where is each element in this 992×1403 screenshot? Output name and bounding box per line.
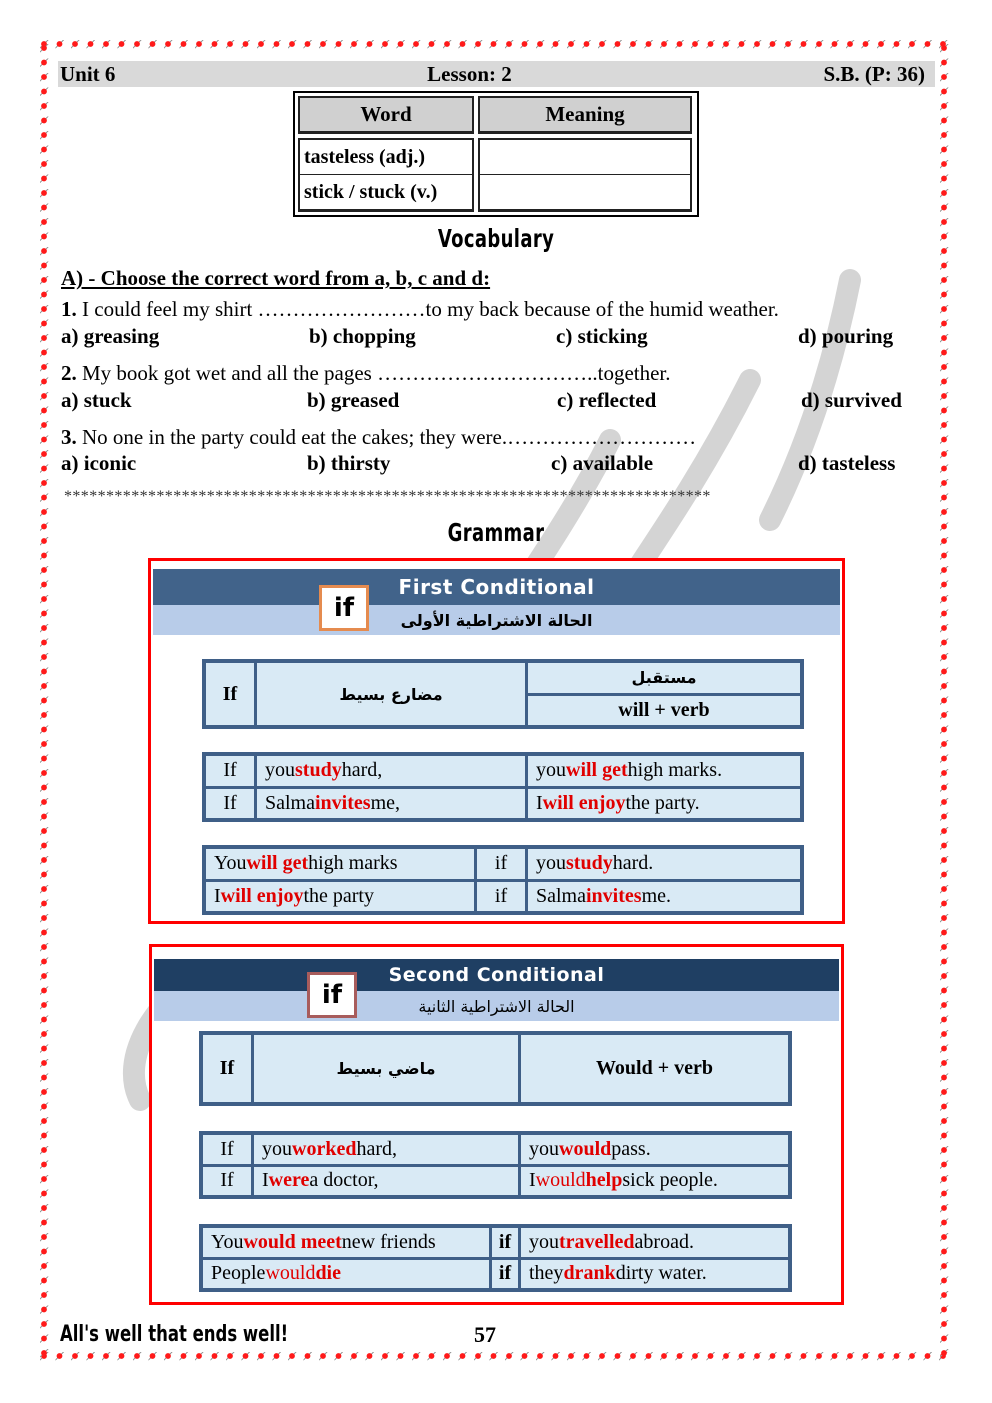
if-cell: if [477, 849, 525, 879]
first-conditional-examples-table [202, 752, 804, 822]
first-conditional-title: First Conditional [153, 569, 840, 605]
option-a[interactable]: a) iconic [61, 451, 137, 475]
if-cell: If [203, 1167, 251, 1196]
question-1-options [61, 324, 921, 350]
meaning-column-header: Meaning [478, 96, 692, 134]
second-conditional-examples-table [199, 1131, 792, 1199]
question-2-options [61, 388, 921, 414]
if-cell: If [206, 663, 254, 725]
second-conditional-arabic-subtitle: الحالة الاشتراطية الثانية [154, 991, 839, 1021]
second-conditional-panel [149, 944, 844, 1305]
question-text: My book got wet and all the pages …………………………..together. [82, 361, 671, 385]
main-clause-cell: I will enjoy the party [206, 882, 474, 912]
first-conditional-panel [148, 558, 845, 924]
future-label: مستقبل [631, 668, 697, 688]
if-cell: if [492, 1260, 518, 1289]
meaning-cell-blank[interactable] [480, 174, 690, 209]
condition-cell: you study hard, [257, 756, 525, 786]
decorative-border-right [940, 44, 952, 1362]
word-meaning-table [293, 91, 699, 217]
word-cell: stick / stuck (v.) [300, 174, 472, 209]
condition-cell: you study hard. [528, 849, 800, 879]
second-conditional-reversed-table [199, 1224, 792, 1292]
future-cell [528, 663, 800, 693]
vocabulary-title: Vocabulary [437, 224, 555, 253]
question-1 [61, 297, 779, 322]
page-reference: S.B. (P: 36) [823, 61, 925, 86]
present-simple-label: مضارع بسيط [339, 684, 443, 704]
exercise-instruction: A) - Choose the correct word from a, b, c and d: [61, 266, 491, 290]
condition-cell: I were a doctor, [254, 1167, 518, 1196]
condition-cell: you travelled abroad. [521, 1228, 788, 1257]
lesson-label: Lesson: 2 [427, 61, 512, 86]
if-cell: If [206, 789, 254, 819]
option-b[interactable]: b) chopping [309, 324, 416, 348]
question-3 [61, 425, 696, 450]
main-clause-cell: You would meet new friends [203, 1228, 489, 1257]
word-column-header: Word [298, 96, 474, 134]
result-cell: you will get high marks. [528, 756, 800, 786]
if-cell: if [492, 1228, 518, 1257]
option-a[interactable]: a) stuck [61, 388, 132, 412]
condition-cell: they drank dirty water. [521, 1260, 788, 1289]
main-clause-cell: You will get high marks [206, 849, 474, 879]
would-verb-cell: Would + verb [521, 1035, 788, 1102]
second-conditional-title: Second Conditional [154, 959, 839, 991]
decorative-border-top [40, 40, 952, 52]
present-simple-cell [257, 663, 525, 725]
question-text: No one in the party could eat the cakes; they were.……………………… [82, 425, 697, 449]
option-d[interactable]: d) pouring [798, 324, 894, 348]
lesson-header-bar [58, 61, 935, 87]
first-conditional-reversed-table [202, 845, 804, 915]
question-number: 1. [61, 297, 77, 321]
question-2 [61, 361, 671, 386]
condition-cell: Salma invites me, [257, 789, 525, 819]
meaning-cell-blank[interactable] [480, 140, 690, 174]
if-cell: If [203, 1035, 251, 1102]
decorative-border-bottom [40, 1352, 952, 1364]
second-conditional-structure-table [199, 1031, 792, 1106]
option-d[interactable]: d) tasteless [798, 451, 896, 475]
option-a[interactable]: a) greasing [61, 324, 160, 348]
if-cell: if [477, 882, 525, 912]
option-b[interactable]: b) thirsty [307, 451, 391, 475]
word-cell: tasteless (adj.) [304, 145, 426, 168]
page-number: 57 [474, 1322, 496, 1347]
result-cell: you would pass. [521, 1135, 788, 1164]
question-number: 2. [61, 361, 77, 385]
past-simple-cell [254, 1035, 518, 1102]
past-simple-label: ماضي بسيط [336, 1059, 436, 1078]
footer-motto: All's well that ends well! [60, 1322, 289, 1347]
option-c[interactable]: c) reflected [557, 388, 657, 412]
option-d[interactable]: d) survived [801, 388, 902, 412]
if-badge: if [307, 972, 357, 1018]
question-text: I could feel my shirt ……………………to my back because of the humid weather. [82, 297, 779, 321]
first-conditional-arabic-subtitle: الحالة الاشتراطية الأولى [153, 605, 840, 635]
if-cell: If [206, 756, 254, 786]
option-c[interactable]: c) available [551, 451, 654, 475]
decorative-border-left [40, 44, 52, 1362]
unit-label: Unit 6 [60, 61, 116, 86]
result-cell: I would help sick people. [521, 1167, 788, 1196]
result-cell: I will enjoy the party. [528, 789, 800, 819]
if-cell: If [203, 1135, 251, 1164]
question-number: 3. [61, 425, 77, 449]
option-b[interactable]: b) greased [307, 388, 400, 412]
will-verb-cell: will + verb [528, 696, 800, 726]
question-3-options [61, 451, 921, 477]
if-badge: if [319, 585, 369, 631]
meaning-column [478, 138, 692, 212]
condition-cell: Salma invites me. [528, 882, 800, 912]
condition-cell: you worked hard, [254, 1135, 518, 1164]
word-column [298, 138, 474, 212]
main-clause-cell: People would die [203, 1260, 489, 1289]
first-conditional-structure-table [202, 659, 804, 729]
section-separator: ***************************************************************************** [64, 488, 711, 505]
option-c[interactable]: c) sticking [556, 324, 648, 348]
grammar-title: Grammar [447, 518, 545, 547]
